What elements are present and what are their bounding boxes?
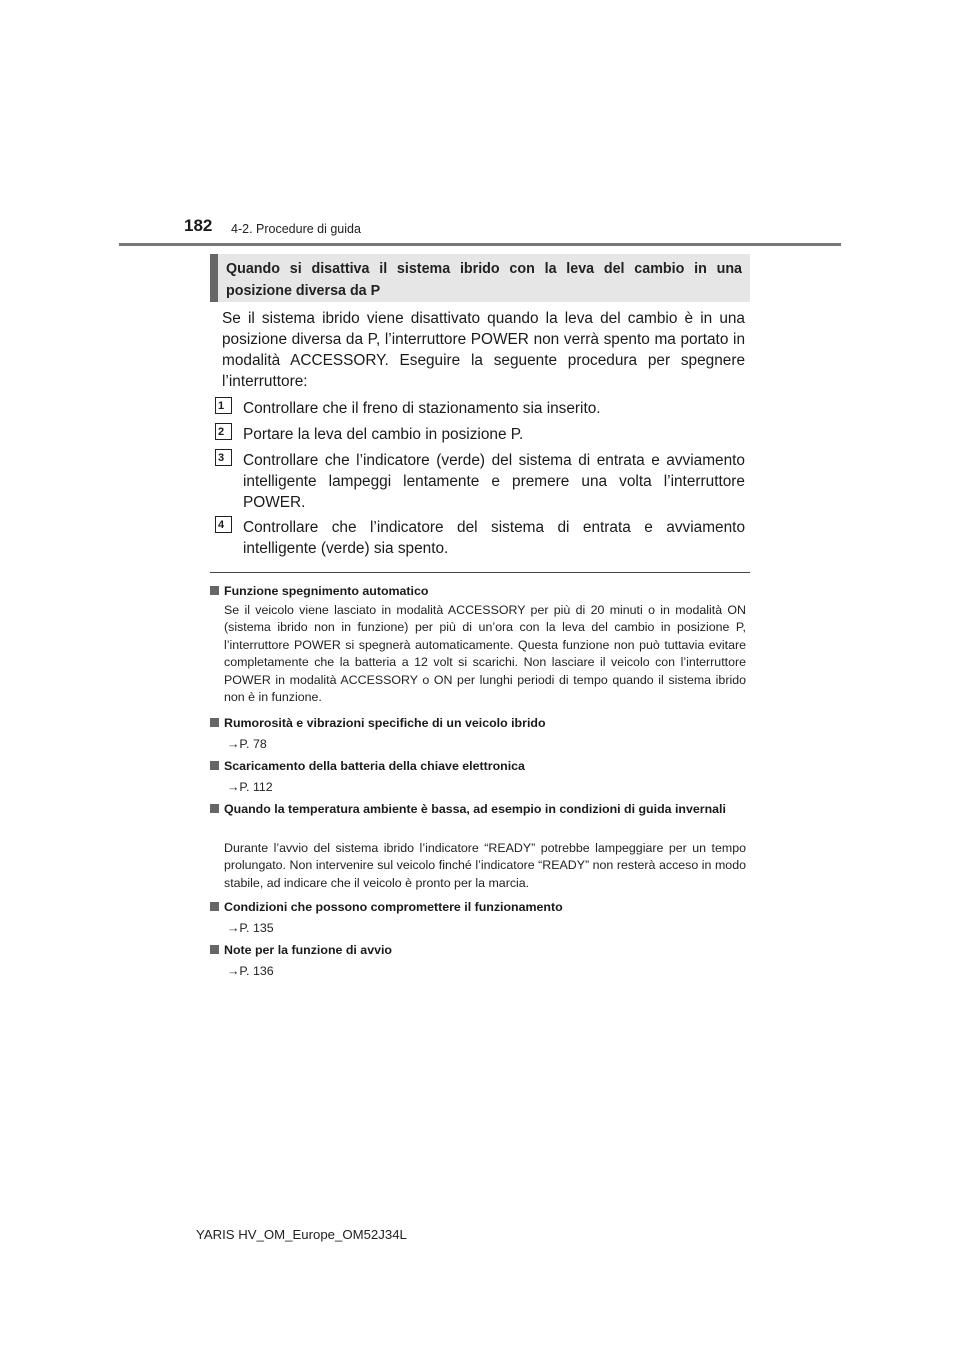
procedure-heading: Quando si disattiva il sistema ibrido con la leva del cambio in una posizione diversa da P: [210, 254, 750, 302]
note-title-auto-off: [210, 583, 748, 600]
note-title-noise: [210, 715, 748, 732]
note-title-text: Condizioni che possono compromettere il funzionamento: [224, 900, 563, 914]
note-title-text: Scaricamento della batteria della chiave elettronica: [224, 759, 525, 773]
bullet-square-icon: [210, 945, 219, 954]
note-title-text: Quando la temperatura ambiente è bassa, ad esempio in condizioni di guida invernali: [224, 802, 726, 816]
bullet-square-icon: [210, 718, 219, 727]
step-number-2: 2: [215, 423, 232, 440]
step-number-4: 4: [215, 516, 232, 533]
note-title-conditions: [210, 899, 748, 916]
bullet-square-icon: [210, 586, 219, 595]
note-ref-key-battery: →P. 112: [227, 780, 273, 794]
note-ref-start: →P. 136: [227, 964, 274, 978]
note-title-text: Funzione spegnimento automatico: [224, 584, 429, 598]
note-title-key-battery: [210, 758, 748, 775]
note-title-text: Rumorosità e vibrazioni specifiche di un veicolo ibrido: [224, 716, 546, 730]
bullet-square-icon: [210, 804, 219, 813]
intro-paragraph: Se il sistema ibrido viene disattivato quando la leva del cambio è in una posizione diversa da P, l’interruttore POWER non verrà spento ma portato in modalità ACCESSORY. Eseguire la seguente procedura per spegnere l’interruttore:: [222, 310, 745, 390]
note-body-auto-off: Se il veicolo viene lasciato in modalità ACCESSORY per più di 20 minuti o in modalità ON (sistema ibrido non in funzione) per più di un’ora con la leva del cambio in posizione P, l’interruttore POWER si spegnerà automaticamente. Questa funzione non può tuttavia evitare completamente che la batteria a 12 volt si scarichi. Non lasciare il veicolo con l’interruttore POWER in modalità ACCESSORY o ON per lunghi periodi di tempo quando il sistema ibrido non è in funzione.: [224, 603, 746, 705]
step-text-3: Controllare che l’indicatore (verde) del sistema di entrata e avviamento intelligente lampeggi lentamente e premere una volta l’interruttore POWER.: [243, 452, 745, 511]
step-text-4: Controllare che l’indicatore del sistema di entrata e avviamento intelligente (verde) sia spento.: [243, 519, 745, 557]
notes-divider: [210, 572, 750, 573]
bullet-square-icon: [210, 761, 219, 770]
note-title-cold: [210, 801, 748, 818]
step-number-3: 3: [215, 449, 232, 466]
step-text-2: Portare la leva del cambio in posizione P.: [243, 426, 524, 443]
step-text-1: Controllare che il freno di stazionamento sia inserito.: [243, 400, 601, 417]
footer-manual-code: YARIS HV_OM_Europe_OM52J34L: [196, 1227, 407, 1242]
step-number-1: 1: [215, 397, 232, 414]
note-ref-noise: →P. 78: [227, 737, 267, 751]
bullet-square-icon: [210, 902, 219, 911]
section-title: 4-2. Procedure di guida: [231, 222, 361, 236]
page-number: 182: [184, 216, 213, 235]
note-title-start: [210, 942, 748, 959]
note-title-text: Note per la funzione di avvio: [224, 943, 392, 957]
note-body-cold: Durante l’avvio del sistema ibrido l’indicatore “READY” potrebbe lampeggiare per un tempo prolungato. Non intervenire sul veicolo finché l’indicatore “READY” non resterà acceso in modo stabile, ad indicare che il veicolo è pronto per la marcia.: [224, 841, 746, 890]
header-divider: [119, 243, 841, 246]
note-ref-conditions: →P. 135: [227, 921, 274, 935]
